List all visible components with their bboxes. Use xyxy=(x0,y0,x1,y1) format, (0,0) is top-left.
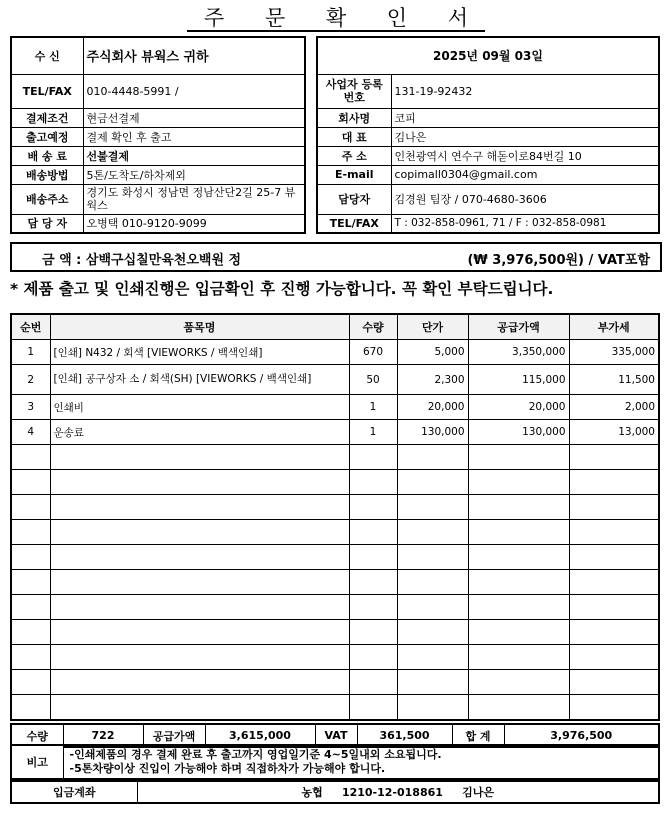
address-value: 경기도 화성시 정남면 정남산단2길 25-7 뷰웍스 xyxy=(83,184,305,214)
row-qty: 1 xyxy=(349,395,397,420)
empty-cell xyxy=(569,670,659,695)
title-text: 주 문 확 인 서 xyxy=(187,6,485,32)
row-price: 20,000 xyxy=(397,395,468,420)
empty-cell xyxy=(468,695,569,721)
empty-cell xyxy=(569,595,659,620)
company-value: 코피 xyxy=(391,108,659,127)
empty-cell xyxy=(569,495,659,520)
empty-cell xyxy=(349,570,397,595)
manager-label: 담 당 자 xyxy=(11,214,83,233)
row-item: 운송료 xyxy=(50,420,349,445)
remarks-content xyxy=(63,745,659,779)
empty-cell xyxy=(349,520,397,545)
empty-cell xyxy=(349,495,397,520)
table-row xyxy=(11,340,659,365)
empty-row xyxy=(11,695,659,721)
row-item: 인쇄비 xyxy=(50,395,349,420)
document-title xyxy=(0,2,672,32)
empty-cell xyxy=(569,570,659,595)
empty-cell xyxy=(397,445,468,470)
empty-cell xyxy=(397,520,468,545)
empty-cell xyxy=(397,495,468,520)
table-row xyxy=(11,395,659,420)
empty-cell xyxy=(397,670,468,695)
row-supply: 20,000 xyxy=(468,395,569,420)
row-no: 2 xyxy=(11,365,50,395)
row-qty: 50 xyxy=(349,365,397,395)
summary-qty-label: 수량 xyxy=(11,724,63,747)
bank-value: 농협 1210-12-018861 김나은 xyxy=(137,781,659,803)
empty-row xyxy=(11,520,659,545)
empty-cell xyxy=(569,620,659,645)
empty-cell xyxy=(569,695,659,721)
contact-label: 담당자 xyxy=(317,184,391,214)
empty-cell xyxy=(11,495,50,520)
empty-cell xyxy=(50,520,349,545)
empty-row xyxy=(11,645,659,670)
empty-cell xyxy=(11,445,50,470)
row-vat: 2,000 xyxy=(569,395,659,420)
empty-row xyxy=(11,595,659,620)
empty-cell xyxy=(50,620,349,645)
empty-cell xyxy=(11,570,50,595)
empty-cell xyxy=(468,570,569,595)
empty-cell xyxy=(397,570,468,595)
table-row xyxy=(11,420,659,445)
shipfee-label: 배 송 료 xyxy=(11,146,83,165)
empty-row xyxy=(11,445,659,470)
addr-value: 인천광역시 연수구 해돋이로84번길 10 xyxy=(391,146,659,165)
payment-value: 현금선결제 xyxy=(83,108,305,127)
empty-cell xyxy=(569,470,659,495)
items-table xyxy=(10,313,660,721)
manager-value: 오병택 010-9120-9099 xyxy=(83,214,305,233)
recipient-label: 수 신 xyxy=(11,37,83,74)
shipmethod-label: 배송방법 xyxy=(11,165,83,184)
empty-cell xyxy=(50,445,349,470)
bizno-value: 131-19-92432 xyxy=(391,74,659,108)
row-no: 1 xyxy=(11,340,50,365)
remarks-label: 비고 xyxy=(11,745,63,779)
empty-row xyxy=(11,495,659,520)
release-label: 출고예정 xyxy=(11,127,83,146)
empty-cell xyxy=(50,645,349,670)
empty-cell xyxy=(11,695,50,721)
empty-cell xyxy=(11,595,50,620)
items-header-row xyxy=(11,314,659,340)
row-price: 2,300 xyxy=(397,365,468,395)
shipfee-value: 선불결제 xyxy=(83,146,305,165)
empty-cell xyxy=(349,670,397,695)
empty-cell xyxy=(349,545,397,570)
row-price: 5,000 xyxy=(397,340,468,365)
empty-cell xyxy=(468,670,569,695)
empty-cell xyxy=(50,570,349,595)
empty-cell xyxy=(11,645,50,670)
row-item: [인쇄] N432 / 회색 [VIEWORKS / 백색인쇄] xyxy=(50,340,349,365)
payment-label: 결제조건 xyxy=(11,108,83,127)
bank-label: 입금계좌 xyxy=(11,781,137,803)
empty-cell xyxy=(468,470,569,495)
row-supply: 3,350,000 xyxy=(468,340,569,365)
bank-table xyxy=(10,780,660,804)
order-date: 2025년 09월 03일 xyxy=(317,37,659,74)
row-supply: 130,000 xyxy=(468,420,569,445)
empty-cell xyxy=(397,595,468,620)
summary-supply: 3,615,000 xyxy=(205,724,315,747)
header-no: 순번 xyxy=(11,314,50,340)
ceo-label: 대 표 xyxy=(317,127,391,146)
summary-vat-label: VAT xyxy=(315,724,357,747)
company-label: 회사명 xyxy=(317,108,391,127)
bizno-label: 사업자 등록번호 xyxy=(317,74,391,108)
remarks-table xyxy=(10,744,660,780)
empty-cell xyxy=(397,695,468,721)
empty-cell xyxy=(11,470,50,495)
header-item: 품목명 xyxy=(50,314,349,340)
empty-cell xyxy=(11,620,50,645)
empty-cell xyxy=(569,545,659,570)
table-row xyxy=(11,365,659,395)
notice-text: * 제품 출고 및 인쇄진행은 입금확인 후 진행 가능합니다. 꼭 확인 부탁드립니다. xyxy=(10,280,554,298)
address-label: 배송주소 xyxy=(11,184,83,214)
contact-value: 김경원 팀장 / 070-4680-3606 xyxy=(391,184,659,214)
amount-label: 금 액 : 삼백구십칠만육천오백원 정 xyxy=(42,253,242,268)
empty-cell xyxy=(468,645,569,670)
empty-cell xyxy=(50,545,349,570)
email-label: E-mail xyxy=(317,165,391,184)
amount-box xyxy=(10,242,662,272)
release-value: 결제 확인 후 출고 xyxy=(83,127,305,146)
row-price: 130,000 xyxy=(397,420,468,445)
empty-cell xyxy=(468,595,569,620)
summary-total: 3,976,500 xyxy=(504,724,659,747)
empty-row xyxy=(11,545,659,570)
empty-cell xyxy=(11,545,50,570)
tel-value: 010-4448-5991 / xyxy=(83,74,305,108)
remarks-line-2: -5톤차량이상 진입이 가능해야 하며 직접하차가 가능해야 합니다. xyxy=(69,762,386,775)
recipient-value: 주식회사 뷰웍스 귀하 xyxy=(83,37,305,74)
empty-cell xyxy=(468,520,569,545)
row-vat: 335,000 xyxy=(569,340,659,365)
empty-cell xyxy=(349,695,397,721)
row-item: [인쇄] 공구상자 소 / 회색(SH) [VIEWORKS / 백색인쇄] xyxy=(50,365,349,395)
empty-cell xyxy=(468,495,569,520)
empty-cell xyxy=(397,470,468,495)
empty-cell xyxy=(50,670,349,695)
row-no: 4 xyxy=(11,420,50,445)
empty-cell xyxy=(50,495,349,520)
header-qty: 수량 xyxy=(349,314,397,340)
summary-qty: 722 xyxy=(63,724,143,747)
remarks-line-1: -인쇄제품의 경우 결제 완료 후 출고까지 영업일기준 4~5일내외 소요됩니다. xyxy=(69,748,442,761)
summary-supply-label: 공급가액 xyxy=(143,724,205,747)
empty-cell xyxy=(569,520,659,545)
amount-value: (₩ 3,976,500원) / VAT포함 xyxy=(467,253,650,268)
row-no: 3 xyxy=(11,395,50,420)
empty-cell xyxy=(50,595,349,620)
empty-cell xyxy=(349,445,397,470)
empty-cell xyxy=(468,545,569,570)
empty-cell xyxy=(50,695,349,721)
summary-total-label: 합 계 xyxy=(452,724,504,747)
empty-cell xyxy=(397,620,468,645)
empty-row xyxy=(11,620,659,645)
empty-cell xyxy=(349,645,397,670)
row-supply: 115,000 xyxy=(468,365,569,395)
addr-label: 주 소 xyxy=(317,146,391,165)
header-vat: 부가세 xyxy=(569,314,659,340)
row-vat: 11,500 xyxy=(569,365,659,395)
recipient-info-table xyxy=(10,36,306,234)
header-price: 단가 xyxy=(397,314,468,340)
empty-cell xyxy=(349,470,397,495)
empty-cell xyxy=(11,520,50,545)
row-vat: 13,000 xyxy=(569,420,659,445)
empty-cell xyxy=(468,620,569,645)
row-qty: 670 xyxy=(349,340,397,365)
empty-cell xyxy=(397,645,468,670)
empty-row xyxy=(11,670,659,695)
shipmethod-value: 5톤/도착도/하차제외 xyxy=(83,165,305,184)
empty-cell xyxy=(349,620,397,645)
supplier-info-table xyxy=(316,36,660,234)
header-supply: 공급가액 xyxy=(468,314,569,340)
telfax-value: T : 032-858-0961, 71 / F : 032-858-0981 xyxy=(391,214,659,233)
empty-cell xyxy=(468,445,569,470)
empty-cell xyxy=(11,670,50,695)
row-qty: 1 xyxy=(349,420,397,445)
empty-cell xyxy=(569,445,659,470)
tel-label: TEL/FAX xyxy=(11,74,83,108)
telfax-label: TEL/FAX xyxy=(317,214,391,233)
empty-cell xyxy=(569,645,659,670)
summary-vat: 361,500 xyxy=(357,724,452,747)
empty-rows xyxy=(11,445,659,721)
email-value[interactable]: copimall0304@gmail.com xyxy=(391,165,659,184)
ceo-value: 김나은 xyxy=(391,127,659,146)
empty-cell xyxy=(397,545,468,570)
empty-row xyxy=(11,470,659,495)
empty-cell xyxy=(349,595,397,620)
empty-row xyxy=(11,570,659,595)
empty-cell xyxy=(50,470,349,495)
